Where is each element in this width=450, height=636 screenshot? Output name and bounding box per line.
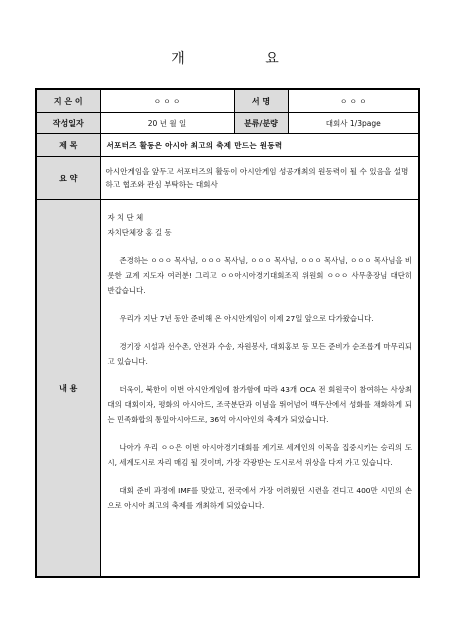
addressee-line: 자치단체장 홍 길 동 <box>107 228 172 237</box>
body-paragraph: 존경하는 ㅇㅇㅇ 목사님, ㅇㅇㅇ 목사님, ㅇㅇㅇ 목사님, ㅇㅇㅇ 목사님, ㅇㅇㅇ 목사님을 비롯한 교계 지도자 여러분! 그리고 ㅇㅇ아시아경기대회조직 위원회 ㅇㅇㅇ 사무총장님 대단히 반갑습니다. <box>107 256 412 295</box>
subject-label: 제 목 <box>36 134 100 157</box>
body-paragraph: 우리가 지난 7년 동안 준비해 온 아시안게임이 이제 27일 앞으로 다가왔습니다. <box>119 314 374 323</box>
summary-form-table <box>35 88 420 578</box>
content-body <box>100 200 419 578</box>
body-paragraph: 경기장 시설과 선수촌, 안전과 수송, 자원봉사, 대회홍보 등 모든 준비가 순조롭게 마무리되고 있습니다. <box>107 342 412 366</box>
summary-value: 아시안게임을 앞두고 서포터즈의 활동이 아시안게임 성공개최의 원동력이 될 수 있음을 설명하고 협조와 관심 부탁하는 대회사 <box>100 157 419 200</box>
signature-value: ㅇ ㅇ ㅇ <box>288 89 419 113</box>
category-label: 분류/분량 <box>234 113 288 134</box>
author-label: 지 은 이 <box>36 89 100 113</box>
summary-label: 요 약 <box>36 157 100 200</box>
date-label: 작성일자 <box>36 113 100 134</box>
body-paragraph: 더욱이, 북한이 이번 아시안게임에 참가함에 따라 43개 OCA 전 회원국이 참여하는 사상최대의 대회이자, 평화의 아시아드, 조국분단과 이념을 뛰어넘어 백두산에서 성화를 채화하게 되는 민족화합의 통일아시아드로, 36억 아시아인의 축제가 되었습니다. <box>107 385 412 424</box>
signature-label: 서 명 <box>234 89 288 113</box>
body-paragraph: 대회 준비 과정에 IMF를 맞았고, 전국에서 가장 어려웠던 시련을 견디고 400만 시민의 손으로 아시아 최고의 축제를 개최하게 되었습니다. <box>107 486 412 510</box>
addressee-line: 자 치 단 체 <box>107 213 144 222</box>
category-value: 대회사 1/3page <box>288 113 419 134</box>
date-value: 20 년 월 일 <box>100 113 234 134</box>
content-label: 내 용 <box>36 200 100 578</box>
body-paragraph: 나아가 우리 ㅇㅇ은 이번 아시아경기대회를 계기로 세계인의 이목을 집중시키는 승리의 도시, 세계도시로 자리 매김 될 것이며, 가장 각광받는 도시로서 위상을 다져 가고 있습니다. <box>107 443 412 467</box>
author-value: ㅇ ㅇ ㅇ <box>100 89 234 113</box>
subject-value: 서포터즈 활동은 아시아 최고의 축제 만드는 원동력 <box>100 134 419 157</box>
document-title: 개 요 <box>171 51 317 67</box>
